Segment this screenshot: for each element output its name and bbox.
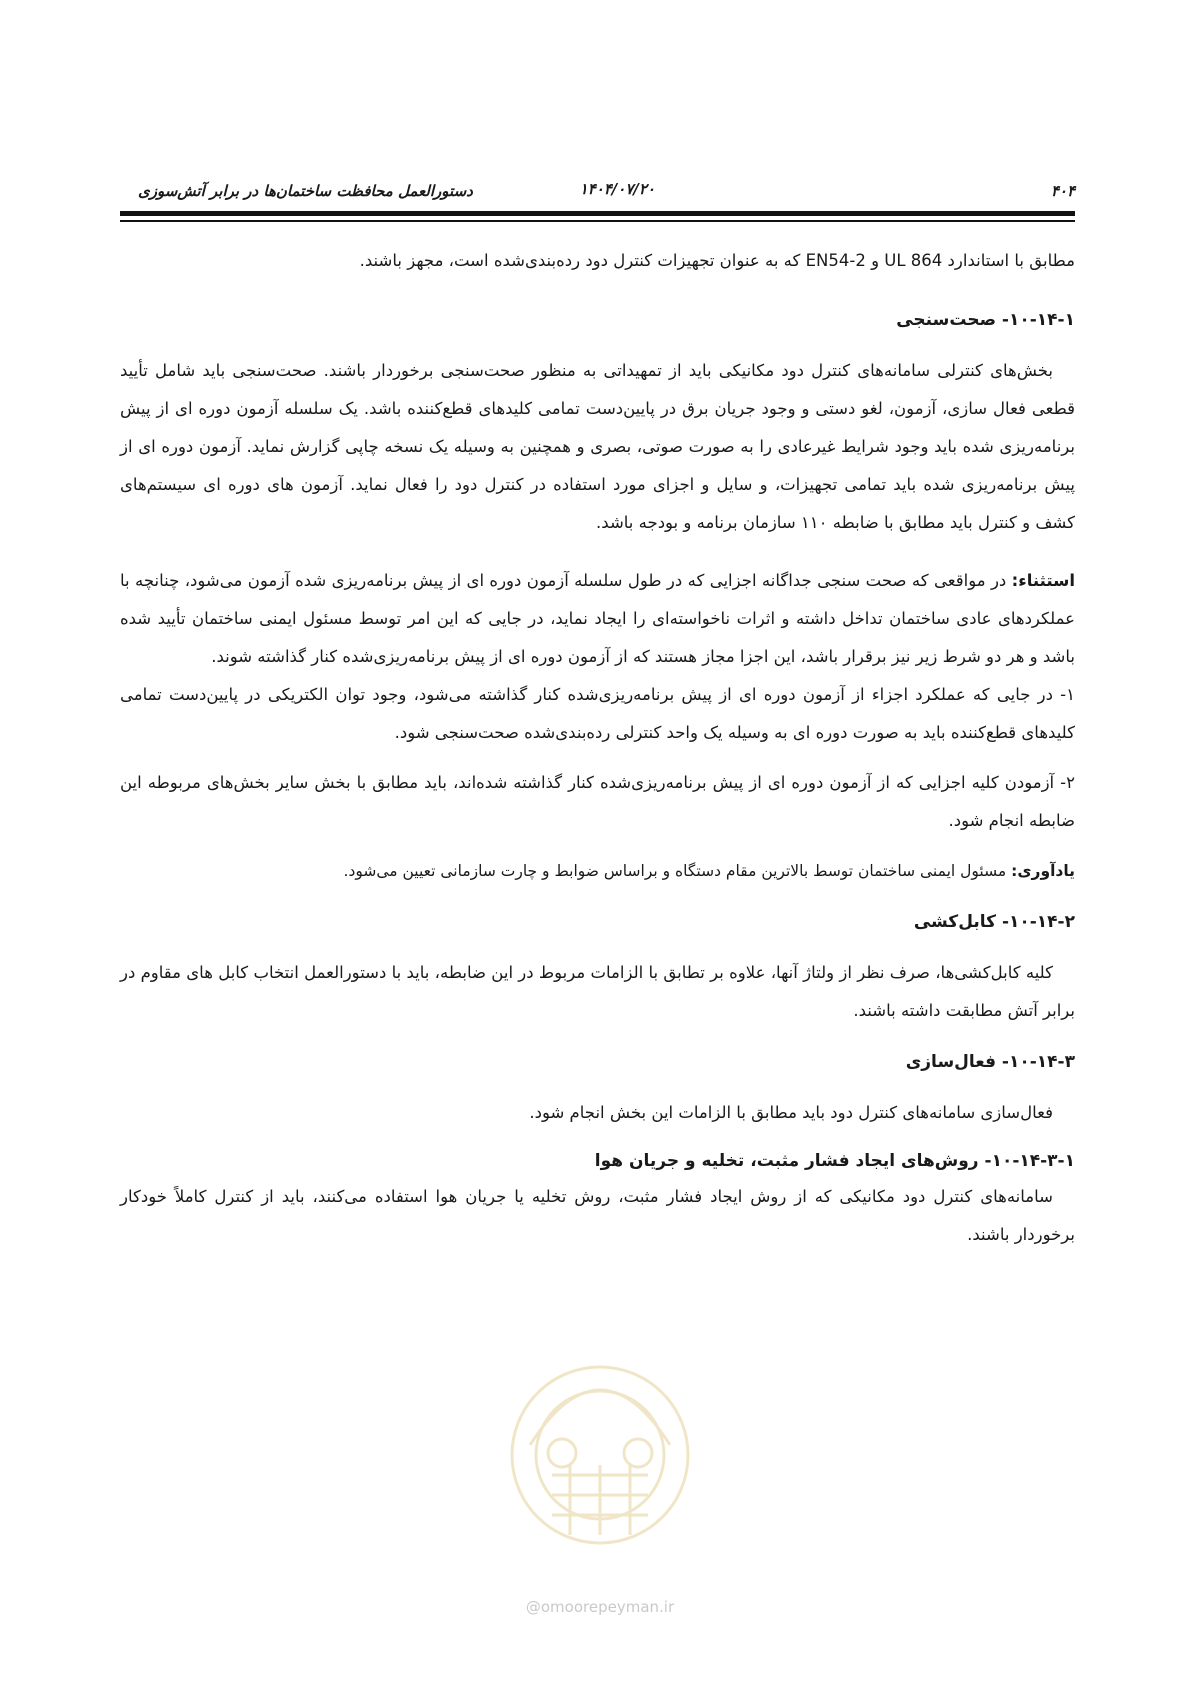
header-date: ۱۴۰۴/۰۷/۲۰ <box>579 180 655 198</box>
section-heading-activation: ۱۰-۱۴-۳- فعال‌سازی <box>905 1052 1075 1072</box>
page-number: ۴۰۴ <box>1050 182 1075 200</box>
exception-item-1: ۱- در جایی که عملکرد اجزاء از آزمون دوره ای از پیش برنامه‌ریزی‌شده کنار گذاشته می‌شود، وجود توان الکتریکی در پایین‌دست تمامی کلیدهای قطع‌کننده باید به صورت دوره ای به وسیله یک واحد کنترلی رده‌بندی‌شده صحت‌سنجی شود. <box>120 685 1075 742</box>
exception-text: در مواقعی که صحت سنجی جداگانه اجزایی که در طول سلسله آزمون دوره ای از پیش برنامه‌ریزی شده آزمون می‌شود، چنانچه با عملکردهای عادی ساختمان تداخل داشته و اثرات ناخواسته‌ای را ایجاد نماید، در جایی که این امر توسط مسئول ایمنی ساختمان تأیید شده باشد و هر دو شرط زیر نیز برقرار باشد، این اجزا مجاز هستند که از آزمون دوره ای از پیش برنامه‌ریزی‌شده کنار گذاشته شوند. <box>120 571 1075 666</box>
note-text: مسئول ایمنی ساختمان توسط بالاترین مقام دستگاه و براساس ضوابط و چارت سازمانی تعیین می‌شود. <box>343 862 1012 880</box>
cabling-paragraph: کلیه کابل‌کشی‌ها، صرف نظر از ولتاژ آنها، علاوه بر تطابق با الزامات مربوط در این ضابطه، باید با دستورالعمل انتخاب کابل های مقاوم در برابر آتش مطابقت داشته باشند. <box>120 963 1075 1020</box>
watermark-logo <box>470 1325 730 1585</box>
running-header <box>120 178 1075 206</box>
header-rule-thick <box>120 211 1075 216</box>
intro-paragraph: مطابق با استاندارد UL 864 و EN54-2 که به عنوان تجهیزات کنترل دود رده‌بندی‌شده است، مجهز باشند. <box>359 251 1075 270</box>
exception-paragraph <box>120 562 1075 676</box>
section-heading-verification: ۱۰-۱۴-۱- صحت‌سنجی <box>896 310 1075 330</box>
exception-item-2: ۲- آزمودن کلیه اجزایی که از آزمون دوره ای از پیش برنامه‌ریزی‌شده کنار گذاشته شده‌اند، باید مطابق با بخش سایر بخش‌های مربوطه این ضابطه انجام شود. <box>120 773 1075 830</box>
section-heading-cabling: ۱۰-۱۴-۲- کابل‌کشی <box>913 912 1075 932</box>
subsection-heading-pressurization: ۱۰-۱۴-۳-۱- روش‌های ایجاد فشار مثبت، تخلیه و جریان هوا <box>594 1151 1075 1171</box>
header-rule-thin <box>120 220 1075 222</box>
main-content <box>120 242 1075 1254</box>
watermark-text: @omoorepeyman.ir <box>525 1598 675 1616</box>
verification-paragraph: بخش‌های کنترلی سامانه‌های کنترل دود مکانیکی باید از تمهیداتی به منظور صحت‌سنجی برخوردار باشند. صحت‌سنجی باید شامل تأیید قطعی فعال سازی، آزمون، لغو دستی و وجود جریان برق در پایین‌دست تمامی کلیدهای قطع‌کننده باشد. یک سلسله آزمون دوره ای از پیش برنامه‌ریزی شده باید وجود شرایط غیرعادی را به صورت صوتی، بصری و همچنین به وسیله یک نسخه چاپی گزارش نماید. آزمون دوره ای از پیش برنامه‌ریزی شده باید تمامی تجهیزات، و سایل و اجزای مورد استفاده در کنترل دود را فعال نماید. آزمون های دوره ای سیستم‌های کشف و کنترل باید مطابق با ضابطه ۱۱۰ سازمان برنامه و بودجه باشد. <box>120 361 1075 532</box>
pressurization-paragraph: سامانه‌های کنترل دود مکانیکی که از روش ایجاد فشار مثبت، روش تخلیه یا جریان هوا استفاده می‌کنند، باید از کنترل کاملاً خودکار برخوردار باشند. <box>120 1187 1075 1244</box>
note-label: یادآوری: <box>1011 862 1075 880</box>
activation-paragraph: فعال‌سازی سامانه‌های کنترل دود باید مطابق با الزامات این بخش انجام شود. <box>529 1103 1053 1122</box>
note-paragraph <box>120 852 1075 890</box>
header-title: دستورالعمل محافظت ساختمان‌ها در برابر آتش‌سوزی <box>138 182 473 200</box>
exception-label: استثناء: <box>1011 571 1075 590</box>
